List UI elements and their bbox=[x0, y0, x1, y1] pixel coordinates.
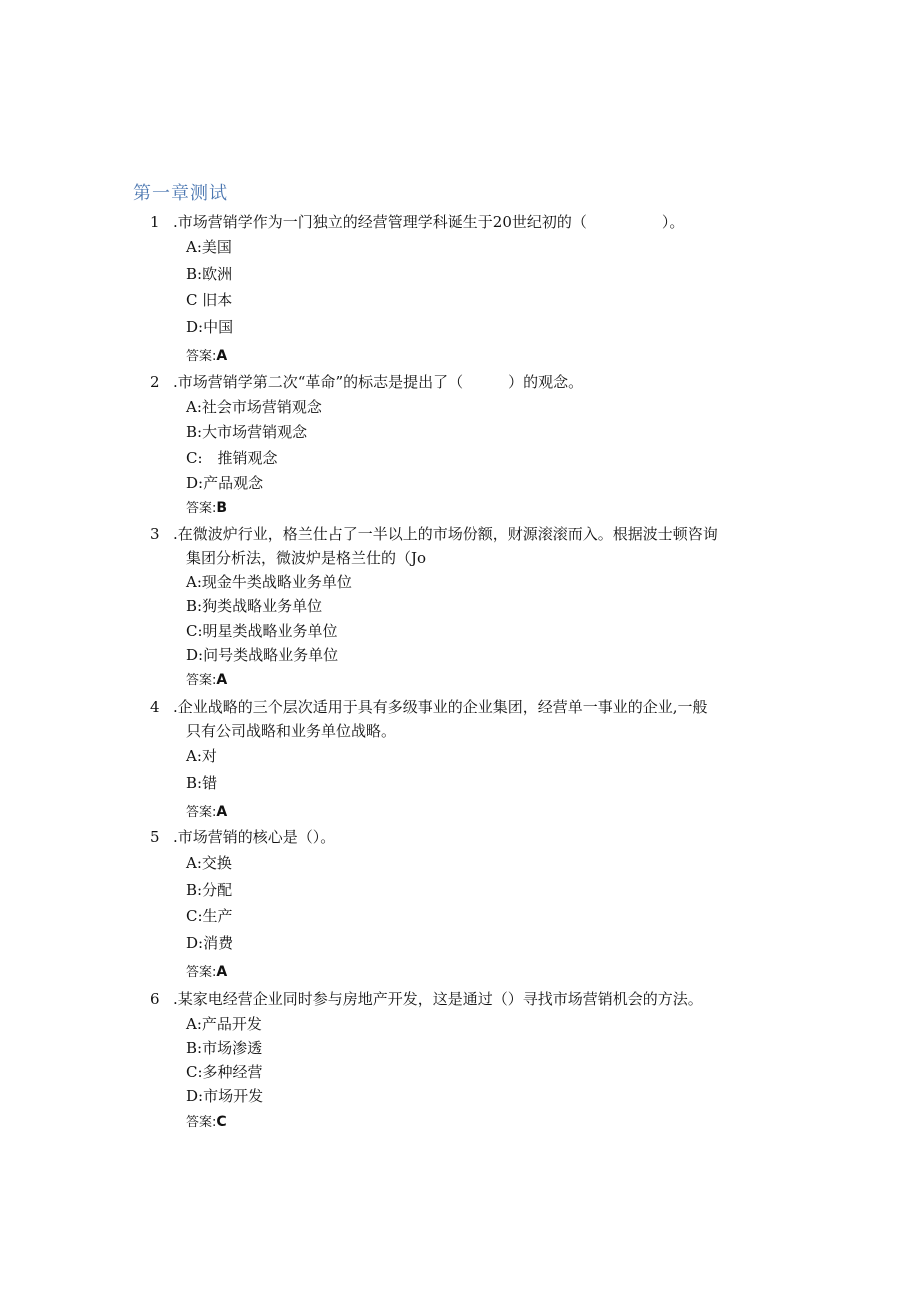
question-text: .市场营销学作为一门独立的经营管理学科诞生于20世纪初的（ ）。 bbox=[173, 213, 685, 231]
option-d: D:中国 bbox=[186, 318, 234, 336]
option-d: D:市场开发 bbox=[186, 1087, 264, 1105]
answer-value: A bbox=[216, 964, 228, 980]
answer-label: 答案: bbox=[186, 349, 217, 364]
option-c: C:明星类战略业务单位 bbox=[186, 622, 338, 640]
answer bbox=[186, 801, 227, 823]
answer bbox=[186, 1111, 227, 1133]
question-text: .企业战略的三个层次适用于具有多级事业的企业集团，经营单一事业的企业,一般 bbox=[173, 698, 708, 716]
option-a: A:社会市场营销观念 bbox=[186, 398, 322, 416]
answer-label: 答案: bbox=[186, 501, 217, 516]
option-c: C: 推销观念 bbox=[186, 449, 278, 467]
question-number: 4 bbox=[150, 698, 160, 716]
answer bbox=[186, 669, 227, 691]
answer-label: 答案: bbox=[186, 965, 217, 980]
chapter-title: 第一章测试 bbox=[133, 183, 228, 204]
option-a: A:交换 bbox=[186, 854, 232, 872]
option-c: C 旧本 bbox=[186, 291, 233, 309]
question-number: 6 bbox=[150, 990, 160, 1008]
answer bbox=[186, 497, 227, 519]
option-b: B:分配 bbox=[186, 881, 233, 899]
answer-label: 答案: bbox=[186, 1115, 217, 1130]
option-a: A:美国 bbox=[186, 238, 232, 256]
answer-value: A bbox=[216, 348, 228, 364]
question-text-line-2: 只有公司战略和业务单位战略。 bbox=[186, 722, 397, 740]
answer-value: A bbox=[216, 804, 228, 820]
question-text-line-2: 集团分析法，微波炉是格兰仕的（Jo bbox=[186, 549, 427, 567]
option-a: A:现金牛类战略业务单位 bbox=[186, 573, 352, 591]
option-b: B:欧洲 bbox=[186, 265, 233, 283]
question-number: 5 bbox=[150, 828, 160, 846]
option-d: D:产品观念 bbox=[186, 474, 264, 492]
option-b: B:市场渗透 bbox=[186, 1039, 263, 1057]
answer-value: B bbox=[216, 500, 228, 516]
option-b: B:狗类战略业务单位 bbox=[186, 597, 323, 615]
question-text: .在微波炉行业，格兰仕占了一半以上的市场份额，财源滚滚而入。根据波士顿咨询 bbox=[173, 525, 718, 543]
question-text: .市场营销学第二次“革命”的标志是提出了（ ）的观念。 bbox=[173, 373, 584, 391]
question-number: 3 bbox=[150, 525, 160, 543]
option-a: A:产品开发 bbox=[186, 1015, 262, 1033]
answer-value: C bbox=[216, 1114, 227, 1130]
question-text: .某家电经营企业同时参与房地产开发，这是通过（）寻找市场营销机会的方法。 bbox=[173, 990, 703, 1008]
option-d: D:问号类战略业务单位 bbox=[186, 646, 339, 664]
answer-label: 答案: bbox=[186, 805, 217, 820]
option-c: C:生产 bbox=[186, 907, 233, 925]
option-c: C:多种经营 bbox=[186, 1063, 263, 1081]
answer-label: 答案: bbox=[186, 673, 217, 688]
answer bbox=[186, 961, 227, 983]
option-b: B:大市场营销观念 bbox=[186, 423, 308, 441]
option-b: B:错 bbox=[186, 774, 218, 792]
option-a: A:对 bbox=[186, 747, 217, 765]
option-d: D:消费 bbox=[186, 934, 234, 952]
question-number: 1 bbox=[150, 213, 160, 231]
question-text: .市场营销的核心是（）。 bbox=[173, 828, 336, 846]
question-number: 2 bbox=[150, 373, 160, 391]
answer bbox=[186, 345, 227, 367]
answer-value: A bbox=[216, 672, 228, 688]
